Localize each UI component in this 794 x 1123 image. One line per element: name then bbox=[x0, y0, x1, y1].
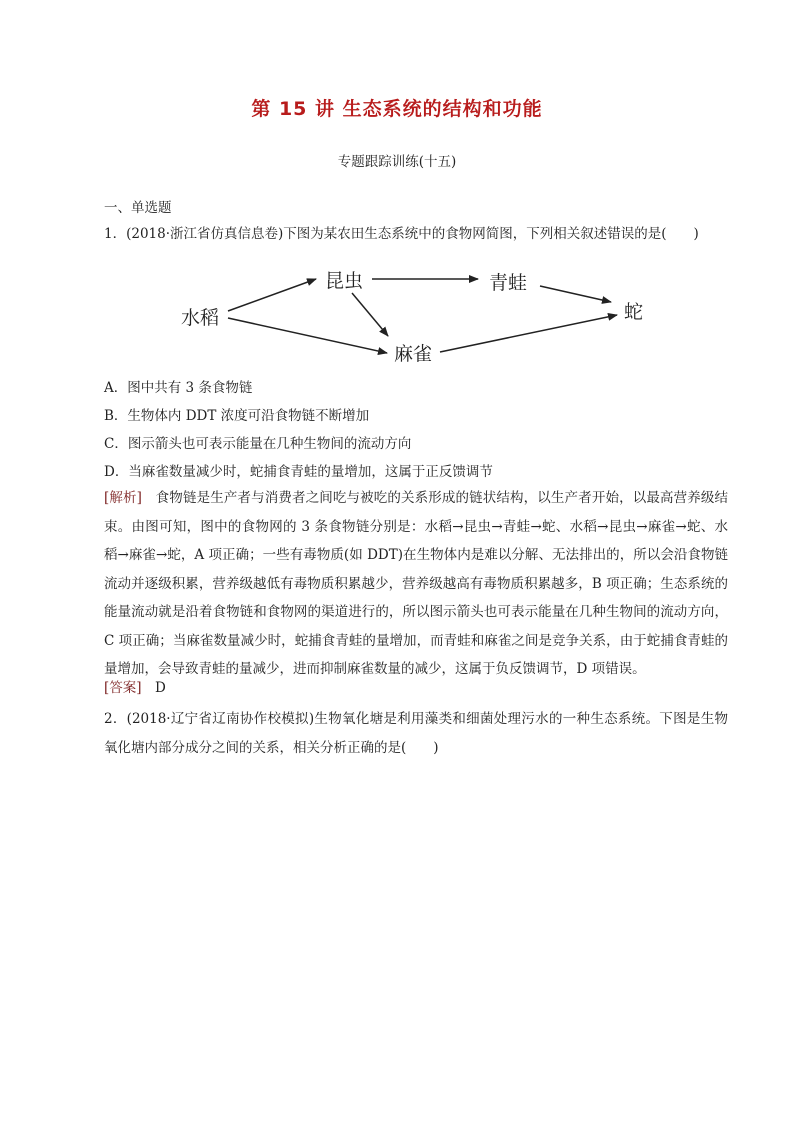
arrow-rice-to-insect bbox=[228, 279, 316, 311]
option-a: A．图中共有 3 条食物链 bbox=[104, 380, 253, 396]
option-b: B．生物体内 DDT 浓度可沿食物链不断增加 bbox=[104, 408, 370, 424]
node-sparrow: 麻雀 bbox=[394, 343, 433, 365]
option-d: D．当麻雀数量减少时，蛇捕食青蛙的量增加，这属于正反馈调节 bbox=[104, 464, 493, 480]
answer-value: D bbox=[141, 680, 166, 696]
question-2-stem: 2．(2018·辽宁省辽南协作校模拟)生物氧化塘是利用藻类和细菌处理污水的一种生态系统。下图是生物氧化塘内部分成分之间的关系，相关分析正确的是( ) bbox=[104, 711, 728, 756]
node-snake: 蛇 bbox=[624, 301, 644, 323]
node-rice: 水稻 bbox=[181, 307, 220, 329]
section-heading: 一、单选题 bbox=[104, 200, 172, 216]
page-title: 第 15 讲 生态系统的结构和功能 bbox=[251, 98, 543, 120]
answer-line bbox=[104, 678, 166, 698]
node-insect: 昆虫 bbox=[325, 270, 364, 292]
analysis-tag: [解析] bbox=[104, 490, 142, 506]
option-c: C．图示箭头也可表示能量在几种生物间的流动方向 bbox=[104, 436, 412, 452]
answer-tag: [答案] bbox=[104, 680, 142, 696]
analysis-text: 食物链是生产者与消费者之间吃与被吃的关系形成的链状结构，以生产者开始，以最高营养级结束。由图可知，图中的食物网的 3 条食物链分别是：水稻→昆虫→青蛙→蛇、水稻→昆虫→麻雀→蛇、水稻→麻雀→蛇，A 项正确；一些有毒物质(如 DDT)在生物体内是难以分解、无法排出的，所以会沿食物链流动并逐级积累，营养级越低有毒物质积累越少，营养级越高有毒物质积累越多，B 项正确；生态系统的能量流动就是沿着食物链和食物网的渠道进行的，所以图示箭头也可表示能量在几种生物间的流动方向，C 项正确；当麻雀数量减少时，蛇捕食青蛙的量增加，而青蛙和麻雀之间是竞争关系，由于蛇捕食青蛙的量增加，会导致青蛙的量减少，进而抑制麻雀数量的减少，这属于负反馈调节，D 项错误。 bbox=[104, 490, 728, 677]
node-frog: 青蛙 bbox=[489, 272, 528, 294]
page-subtitle: 专题跟踪训练(十五) bbox=[337, 154, 457, 170]
arrow-sparrow-to-snake bbox=[440, 315, 617, 352]
arrow-insect-to-sparrow bbox=[352, 293, 388, 336]
analysis-paragraph bbox=[104, 484, 728, 684]
question-1-stem: 1．(2018·浙江省仿真信息卷)下图为某农田生态系统中的食物网简图，下列相关叙述错误的是( ) bbox=[104, 226, 699, 242]
arrow-rice-to-sparrow bbox=[228, 318, 387, 353]
arrow-frog-to-snake bbox=[540, 286, 611, 302]
